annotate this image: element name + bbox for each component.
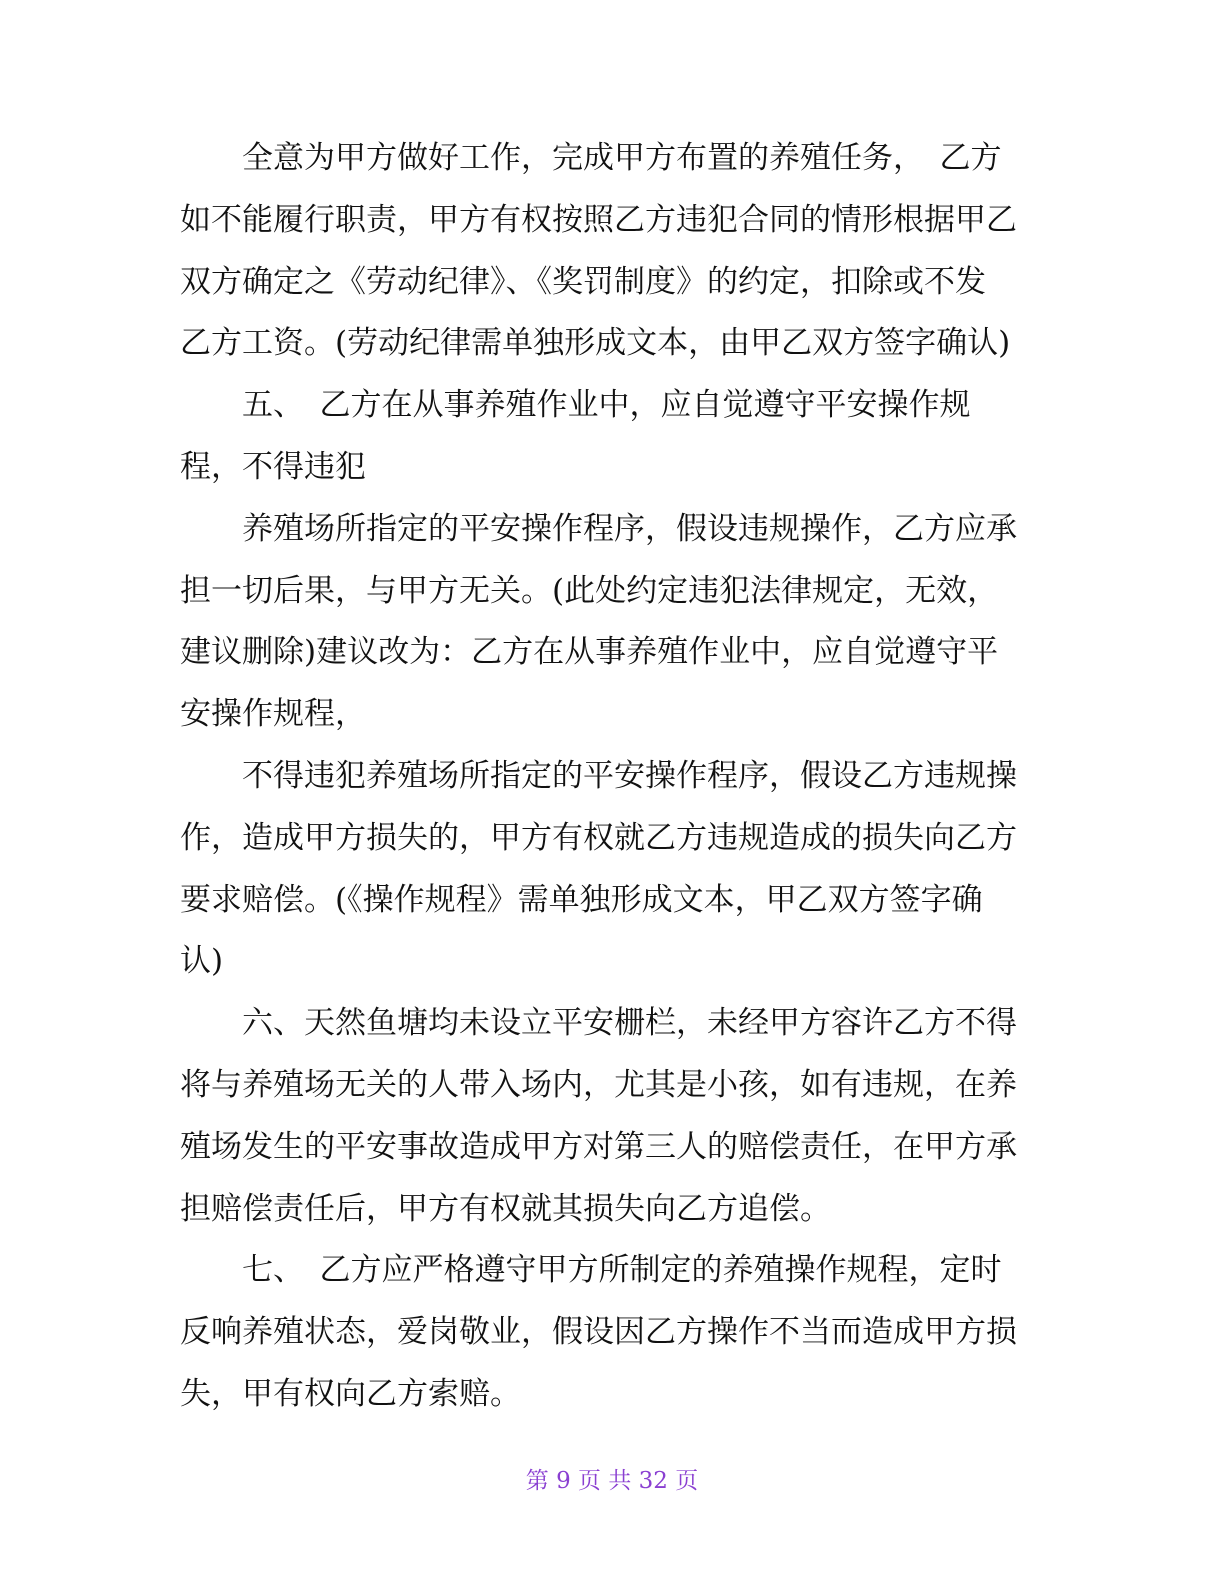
text-line: 担赔偿责任后，甲方有权就其损失向乙方追偿。	[180, 1190, 831, 1227]
text-line: 全意为甲方做好工作，完成甲方布置的养殖任务， 乙方	[180, 140, 1002, 176]
text-line: 认)	[180, 943, 224, 980]
page-number-footer: 第 9 页 共 32 页	[525, 1468, 699, 1494]
text-line: 担一切后果，与甲方无关。(此处约定违犯法律规定，无效，	[180, 572, 999, 609]
document-body	[180, 128, 1040, 1426]
text-line: 乙方工资。(劳动纪律需单独形成文本，由甲乙双方签字确认)	[180, 325, 1011, 362]
text-line: 反响养殖状态，爱岗敬业，假设因乙方操作不当而造成甲方损	[180, 1314, 1017, 1351]
text-line: 作，造成甲方损失的，甲方有权就乙方违规造成的损失向乙方	[180, 819, 1017, 856]
text-line: 双方确定之《劳动纪律》、《奖罚制度》的约定，扣除或不发	[180, 263, 986, 300]
text-line: 程，不得违犯	[180, 448, 366, 485]
text-line: 失，甲有权向乙方索赔。	[180, 1375, 521, 1412]
text-line: 不得违犯养殖场所指定的平安操作程序，假设乙方违规操	[180, 757, 1017, 794]
text-line: 五、 乙方在从事养殖作业中，应自觉遵守平安操作规	[180, 387, 971, 424]
text-line: 建议删除)建议改为：乙方在从事养殖作业中，应自觉遵守平	[180, 634, 999, 671]
text-line: 殖场发生的平安事故造成甲方对第三人的赔偿责任，在甲方承	[180, 1128, 1017, 1165]
text-line: 七、 乙方应严格遵守甲方所制定的养殖操作规程，定时	[180, 1252, 1002, 1289]
text-line: 要求赔偿。(《操作规程》需单独形成文本，甲乙双方签字确	[180, 881, 983, 918]
text-line: 养殖场所指定的平安操作程序，假设违规操作，乙方应承	[180, 510, 1017, 547]
text-line: 将与养殖场无关的人带入场内，尤其是小孩，如有违规，在养	[180, 1066, 1017, 1103]
text-line: 六、天然鱼塘均未设立平安栅栏，未经甲方容许乙方不得	[180, 1005, 1017, 1042]
text-line: 安操作规程，	[180, 696, 366, 733]
text-line: 如不能履行职责，甲方有权按照乙方违犯合同的情形根据甲乙	[180, 201, 1017, 238]
